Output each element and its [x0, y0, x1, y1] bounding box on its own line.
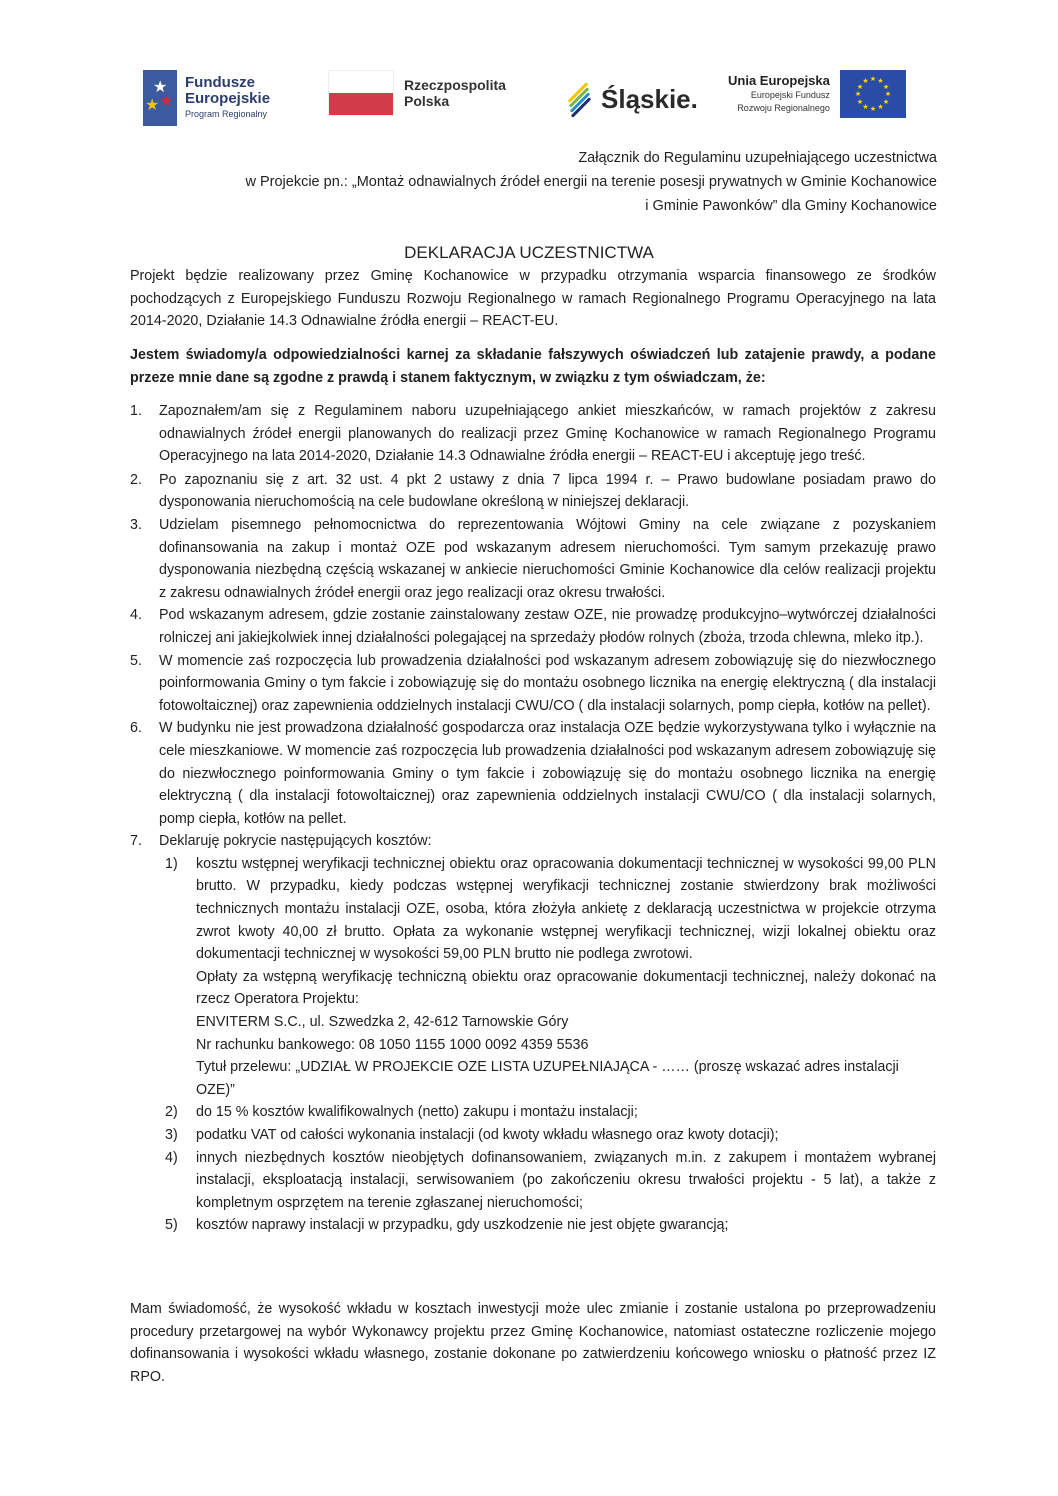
eu-star-icon: ★ [882, 83, 890, 91]
operator-address: ENVITERM S.C., ul. Szwedzka 2, 42-612 Tarnowskie Góry [196, 1014, 569, 1031]
list-number: 1) [165, 855, 178, 872]
list-number: 2) [165, 1104, 178, 1121]
logo-slaskie [563, 84, 698, 115]
logo-rzeczpospolita-polska [328, 70, 506, 116]
list-text: Udzielam pisemnego pełnomocnictwa do reprezentowania Wójtowi Gminy na cele związane z pozyskaniem dofinansowania na zakup i montaż OZE pod wskazanym adresem nieruchomości. Tym samym przekazuję prawo dysponowania niezbędną częścią wskazanej w ankiecie nieruchomości Gminie Kochanowice dla celów realizacji projektu z zakresu odnawialnych źródeł energii oraz jego realizacji oraz okresu trwałości. [159, 516, 936, 601]
transfer-title: Tytuł przelewu: „UDZIAŁ W PROJEKCIE OZE LISTA UZUPEŁNIAJĄCA - …… (proszę wskazać adres instalacji OZE)” [196, 1059, 899, 1098]
eu-flag-icon [840, 70, 906, 118]
list-number: 3. [130, 516, 142, 533]
list-item [130, 604, 936, 649]
annex-line: w Projekcie pn.: „Montaż odnawialnych źródeł energii na terenie posesji prywatnych w Gminie Kochanowice [245, 174, 937, 190]
list-item [130, 400, 936, 468]
list-number: 1. [130, 403, 142, 419]
list-number: 3) [165, 1127, 178, 1143]
cost-text: innych niezbędnych kosztów nieobjętych dofinansowaniem, związanych m.in. z zakupem i montażem wybranej instalacji, eksploatacją instalacji, serwisowaniem (po zakończeniu okresu trwałości projektu - 5 lat), a także z kompletnym osprzętem na terenie zgłaszanej nieruchomości; [196, 1149, 936, 1211]
list-text: W budynku nie jest prowadzona działalność gospodarcza oraz instalacja OZE będzie wykorzystywana tylko i wyłącznie na cele mieszkaniowe. W momencie zaś rozpoczęcia lub prowadzenia działalności pod wskazanym adresem zobowiązuję się do niezwłocznego poinformowania Gminy o tym fakcie i zobowiązuję się do montażu osobnego licznika na energię elektryczną ( dla instalacji fotowoltaicznej) oraz zapewnienia oddzielnych instalacji CWU/CO ( dla instalacji solarnych, pomp ciepła, kotłów na pellet. [159, 720, 936, 827]
annex-header [245, 146, 937, 218]
fundusze-europejskie-icon: ★ ★ ★ [143, 70, 177, 126]
intro-paragraph: Projekt będzie realizowany przez Gminę Kochanowice w przypadku otrzymania wsparcia finansowego ze środków pochodzących z Europejskiego Funduszu Rozwoju Regionalnego w ramach Regionalnego Programu Operacyjnego na lata 2014-2020, Działanie 14.3 Odnawialne źródła energii – REACT-EU. [130, 268, 936, 330]
logo-text: Śląskie. [601, 84, 698, 114]
list-text: Zapoznałem/am się z Regulaminem naboru uzupełniającego ankiet mieszkańców, w ramach projektów z zakresu odnawialnych źródeł energii planowanych do realizacji przez Gminę Kochanowice w ramach Regionalnego Programu Operacyjnego na lata 2014-2020, Działanie 14.3 Odnawialne źródła energii – REACT-EU i akceptuję jego treść. [159, 403, 936, 465]
statement-paragraph: Jestem świadomy/a odpowiedzialności karnej za składanie fałszywych oświadczeń lub zatajenie prawdy, a podane przeze mnie dane są zgodne z prawdą i stanem faktycznym, w związku z tym oświadczam, że: [130, 347, 936, 386]
list-number: 5) [165, 1217, 178, 1234]
list-item [130, 650, 936, 718]
list-number: 4) [165, 1149, 178, 1166]
cost-item [159, 853, 936, 1102]
cost-text: do 15 % kosztów kwalifikowalnych (netto) zakupu i montażu instalacji; [196, 1104, 638, 1121]
cost-list [159, 853, 936, 1237]
declaration-list [130, 400, 936, 1237]
logo-text: Program Regionalny [185, 109, 268, 119]
eu-star-icon: ★ [854, 91, 862, 98]
logo-text: Rozwoju Regionalnego [737, 103, 830, 113]
logo-text: Unia Europejska [728, 73, 830, 88]
logo-text: Rzeczpospolita [404, 77, 506, 93]
logo-fundusze-europejskie [143, 70, 270, 126]
list-item [130, 717, 936, 830]
annex-line: Załącznik do Regulaminu uzupełniającego uczestnictwa [578, 150, 937, 166]
polish-flag-icon [328, 70, 394, 116]
eu-star-icon: ★ [862, 103, 869, 111]
list-text: Pod wskazanym adresem, gdzie zostanie zainstalowany zestaw OZE, nie prowadzę produkcyjno–wytwórczej działalności rolniczej ani jakiejkolwiek innej działalności polegającej na sprzedaży płodów rolnych (zboża, trzoda chlewna, mleko itp.). [159, 607, 936, 646]
list-item [130, 469, 936, 514]
list-text: Deklaruję pokrycie następujących kosztów: [159, 833, 432, 850]
eu-star-icon: ★ [856, 98, 864, 106]
list-text: W momencie zaś rozpoczęcia lub prowadzenia działalności pod wskazanym adresem zobowiązuję się do niezwłocznego poinformowania Gminy o tym fakcie i zobowiązuję się do montażu osobnego licznika na energię elektryczną ( dla instalacji fotowoltaicznej) oraz zapewnienia oddzielnych instalacji CWU/CO ( dla instalacji solarnych, pomp ciepła, kotłów na pellet). [159, 652, 936, 714]
eu-star-icon: ★ [882, 98, 890, 106]
logo-text: Europejski Fundusz [750, 90, 830, 100]
cost-item [159, 1147, 936, 1215]
list-item [130, 830, 936, 1237]
list-number: 7. [130, 833, 142, 850]
cost-text: kosztów naprawy instalacji w przypadku, gdy uszkodzenie nie jest objęte gwarancją; [196, 1217, 729, 1234]
eu-star-icon: ★ [856, 83, 864, 91]
logo-text: Europejskie [185, 90, 271, 107]
cost-text: podatku VAT od całości wykonania instalacji (od kwoty wkładu własnego oraz kwoty dotacji); [196, 1127, 779, 1143]
document-title: DEKLARACJA UCZESTNICTWA [404, 243, 654, 262]
logo-text: Fundusze [185, 74, 255, 91]
cost-item [159, 1124, 936, 1147]
logo-bar [143, 70, 933, 134]
list-number: 2. [130, 471, 142, 488]
cost-item [159, 1214, 936, 1237]
eu-star-icon: ★ [884, 91, 892, 98]
slaskie-waves-icon [563, 85, 593, 115]
list-number: 5. [130, 652, 142, 669]
cost-item [159, 1101, 936, 1124]
list-text: Po zapoznaniu się z art. 32 ust. 4 pkt 2 ustawy z dnia 7 lipca 1994 r. – Prawo budowlane posiadam prawo do dysponowania nieruchomością na cele budowlane określoną w niniejszej deklaracji. [159, 471, 936, 511]
closing-paragraph: Mam świadomość, że wysokość wkładu w kosztach inwestycji może ulec zmianie i zostanie ustalona po przeprowadzeniu procedury przetargowej na wybór Wykonawcy projektu przez Gminę Kochanowice, natomiast ostateczne rozliczenie mojego dofinansowania i wysokości wkładu własnego, zostanie dokonane po zatwierdzeniu końcowego wniosku o płatność przez IZ RPO. [130, 1301, 936, 1385]
list-number: 4. [130, 607, 142, 624]
cost-text: kosztu wstępnej weryfikacji technicznej obiektu oraz opracowania dokumentacji technicznej w wysokości 99,00 PLN brutto. W przypadku, kiedy podczas wstępnej weryfikacji technicznej zostanie stwierdzony brak możliwości technicznych montażu instalacji OZE, osoba, która złożyła ankietę z deklaracją uczestnictwa w projekcie otrzyma zwrot kwoty 40,00 zł brutto. Opłata za wykonanie wstępnej weryfikacji technicznej, wizji lokalnej obiektu oraz dokumentacji technicznej w wysokości 59,00 PLN brutto nie podlega zwrotowi. [196, 855, 936, 963]
eu-star-icon: ★ [877, 78, 884, 85]
logo-unia-europejska [728, 70, 906, 118]
eu-star-icon: ★ [877, 103, 884, 111]
list-item [130, 514, 936, 604]
list-number: 6. [130, 720, 142, 737]
eu-star-icon: ★ [862, 78, 869, 85]
bank-account: Nr rachunku bankowego: 08 1050 1155 1000 0092 4359 5536 [196, 1036, 589, 1053]
annex-line: i Gminie Pawonków” dla Gminy Kochanowice [645, 198, 937, 214]
payment-note: Opłaty za wstępną weryfikację techniczną obiektu oraz opracowanie dokumentacji technicznej, należy dokonać na rzecz Operatora Projektu: [196, 968, 936, 1008]
logo-text: Polska [404, 93, 450, 109]
eu-star-icon: ★ [869, 106, 877, 113]
eu-star-icon: ★ [869, 76, 877, 83]
